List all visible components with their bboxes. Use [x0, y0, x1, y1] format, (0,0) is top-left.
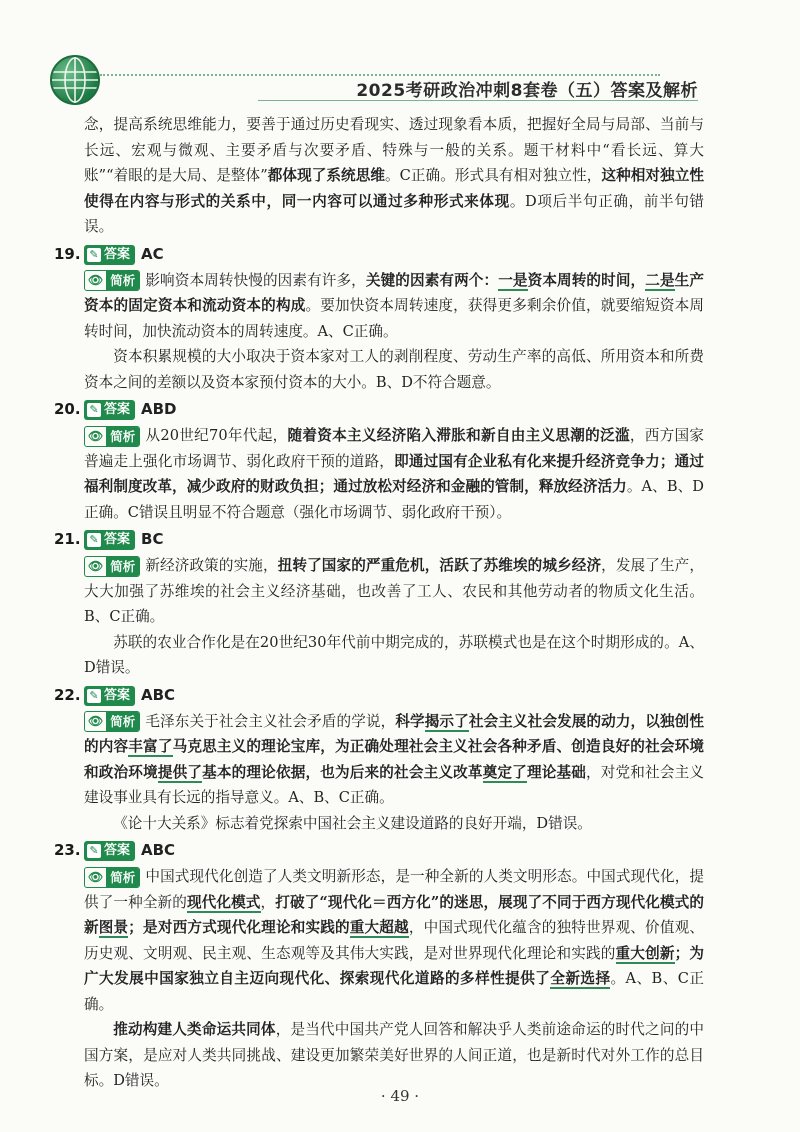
- question-number: 23.: [54, 841, 81, 860]
- eye-icon: 👁: [88, 273, 104, 287]
- analysis-badge: 👁 简析: [84, 867, 140, 888]
- analysis-badge: 👁 简析: [84, 270, 140, 291]
- continued-paragraph: 念，提高系统思维能力，要善于通过历史看现实、透过现象看本质，把握好全局与局部、当前与长远、宏观与微观、主要矛盾与次要矛盾、特殊与一般的关系。题干材料中“看长远、算大账”“着眼的是大局、是整体”都体现了系统思维。C正确。形式具有相对独立性，这种相对独立性使得在内容与形式的关系中，同一内容可以通过多种形式来体现。D项后半句正确，前半句错误。: [84, 116, 704, 235]
- page-number: · 49 ·: [380, 1087, 420, 1105]
- page-content: [54, 112, 704, 1094]
- answer-value: ABD: [141, 400, 177, 419]
- question-number: 19.: [54, 244, 81, 263]
- eye-icon: 👁: [88, 869, 104, 884]
- header-divider: [258, 100, 698, 101]
- answer-value: AC: [141, 244, 164, 263]
- analysis-paragraph: 👁 简析 中国式现代化创造了人类文明新形态，是一种全新的人类文明形态。中国式现代化，提供了一种全新的现代化模式，打破了“现代化＝西方化”的迷思，展现了不同于西方现代化模式的新图景；是对西方式现代化理论和实践的重大超越，中国式现代化蕴含的独特世界观、价值观、历史观、文明观、民主观、生态观等及其伟大实践，是对世界现代化理论和实践的重大创新；为广大发展中国家独立自主迈向现代化、探索现代化道路的多样性提供了全新选择。A、B、C正确。: [84, 868, 704, 1013]
- question-number: 22.: [54, 685, 81, 704]
- answer-value: ABC: [141, 841, 176, 860]
- answer-badge: ✎ 答案: [84, 530, 135, 550]
- question-22-header: [54, 683, 704, 709]
- analysis-paragraph: 苏联的农业合作化是在20世纪30年代前中期完成的，苏联模式也是在这个时期形成的。A、D错误。: [84, 633, 704, 676]
- answer-badge: ✎ 答案: [84, 400, 135, 420]
- eye-icon: 👁: [88, 558, 104, 573]
- question-21-header: [54, 527, 704, 553]
- eye-icon: 👁: [88, 714, 104, 728]
- question-23-header: [54, 838, 704, 864]
- question-number: 21.: [54, 530, 81, 549]
- analysis-paragraph: 👁 简析 从20世纪70年代起，随着资本主义经济陷入滞胀和新自由主义思潮的泛滥，西方国家普遍走上强化市场调节、弱化政府干预的道路，即通过国有企业私有化来提升经济竞争力；通过福利制度改革，减少政府的财政负担；通过放松对经济和金融的管制，释放经济活力。A、B、D正确。C错误且明显不符合题意（强化市场调节、弱化政府干预）。: [84, 427, 704, 521]
- page-header: [0, 0, 800, 110]
- question-number: 20.: [54, 400, 81, 419]
- analysis-badge: 👁 简析: [84, 556, 140, 577]
- answer-value: BC: [141, 530, 164, 549]
- analysis-paragraph: 《论十大关系》标志着党探索中国社会主义建设道路的良好开端，D错误。: [113, 814, 592, 832]
- analysis-paragraph: 资本积累规模的大小取决于资本家对工人的剥削程度、劳动生产率的高低、所用资本和所费资本之间的差额以及资本家预付资本的大小。B、D不符合题意。: [84, 348, 704, 391]
- answer-badge: ✎ 答案: [84, 841, 135, 861]
- answer-value: ABC: [141, 685, 176, 704]
- analysis-paragraph: 👁 简析 新经济政策的实施，扭转了国家的严重危机，活跃了苏维埃的城乡经济，发展了生产，大大加强了苏维埃的社会主义经济基础，也改善了工人、农民和其他劳动者的物质文化生活。B、C正确。: [84, 557, 704, 625]
- analysis-paragraph: 👁 简析 毛泽东关于社会主义社会矛盾的学说，科学揭示了社会主义社会发展的动力，以独创性的内容丰富了马克思主义的理论宝库，为正确处理社会主义社会各种矛盾、创造良好的社会环境和政治环境提供了基本的理论依据，也为后来的社会主义改革奠定了理论基础，对党和社会主义建设事业具有长远的指导意义。A、B、C正确。: [84, 712, 704, 806]
- page-title: 2025考研政治冲刺8套卷（五）答案及解析: [356, 81, 698, 101]
- question-20-header: [54, 397, 704, 423]
- question-19-header: [54, 242, 704, 268]
- analysis-badge: 👁 简析: [84, 426, 140, 447]
- pencil-icon: ✎: [87, 689, 101, 703]
- analysis-paragraph: 👁 简析 影响资本周转快慢的因素有许多，关键的因素有两个：一是资本周转的时间，二是生产资本的固定资本和流动资本的构成。要加快资本周转速度，获得更多剩余价值，就要缩短资本周转时间，加快流动资本的周转速度。A、C正确。: [84, 271, 704, 340]
- answer-badge: ✎ 答案: [84, 686, 135, 706]
- analysis-badge: 👁 简析: [84, 711, 140, 732]
- pencil-icon: ✎: [87, 844, 101, 858]
- answer-badge: ✎ 答案: [84, 245, 135, 265]
- eye-icon: 👁: [88, 428, 104, 443]
- globe-logo-icon: [50, 55, 100, 105]
- pencil-icon: ✎: [87, 533, 101, 547]
- pencil-icon: ✎: [87, 248, 101, 262]
- pencil-icon: ✎: [87, 403, 101, 417]
- analysis-paragraph: 推动构建人类命运共同体，是当代中国共产党人回答和解决乎人类前途命运的时代之问的中国方案，是应对人类共同挑战、建设更加繁荣美好世界的人间正道，也是新时代对外工作的总目标。D错误。: [84, 1021, 704, 1089]
